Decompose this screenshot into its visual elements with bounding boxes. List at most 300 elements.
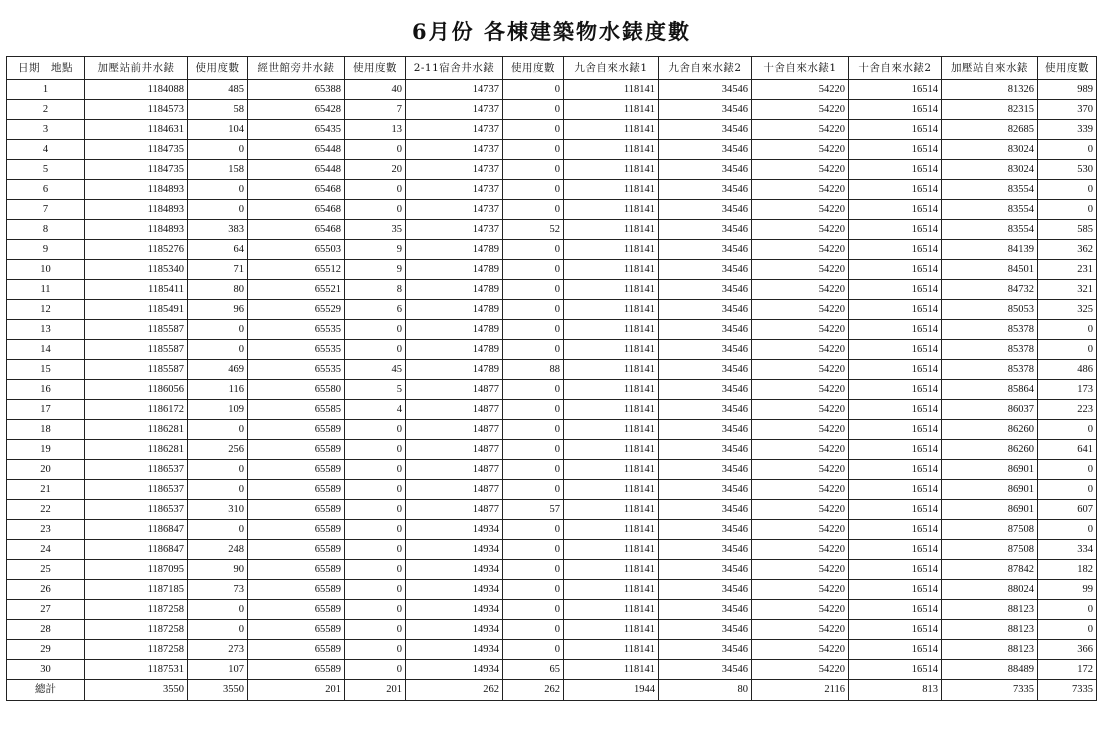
value-cell: 16514 xyxy=(849,440,942,460)
value-cell: 1184893 xyxy=(85,180,188,200)
value-cell: 0 xyxy=(503,580,564,600)
value-cell: 34546 xyxy=(659,120,752,140)
value-cell: 13 xyxy=(345,120,406,140)
value-cell: 118141 xyxy=(564,600,659,620)
value-cell: 16514 xyxy=(849,240,942,260)
table-row xyxy=(7,320,1097,340)
value-cell: 0 xyxy=(345,600,406,620)
value-cell: 0 xyxy=(503,140,564,160)
value-cell: 0 xyxy=(503,80,564,100)
value-cell: 641 xyxy=(1038,440,1097,460)
date-cell: 21 xyxy=(7,480,85,500)
value-cell: 107 xyxy=(188,660,248,680)
value-cell: 0 xyxy=(188,600,248,620)
date-cell: 10 xyxy=(7,260,85,280)
total-cell: 7335 xyxy=(1038,680,1097,701)
value-cell: 1184573 xyxy=(85,100,188,120)
value-cell: 86260 xyxy=(942,440,1038,460)
value-cell: 321 xyxy=(1038,280,1097,300)
value-cell: 0 xyxy=(1038,320,1097,340)
value-cell: 54220 xyxy=(752,440,849,460)
value-cell: 0 xyxy=(503,120,564,140)
value-cell: 1185276 xyxy=(85,240,188,260)
value-cell: 118141 xyxy=(564,520,659,540)
value-cell: 90 xyxy=(188,560,248,580)
value-cell: 65589 xyxy=(248,440,345,460)
table-row xyxy=(7,500,1097,520)
value-cell: 14789 xyxy=(406,360,503,380)
value-cell: 54220 xyxy=(752,280,849,300)
value-cell: 65585 xyxy=(248,400,345,420)
value-cell: 0 xyxy=(345,520,406,540)
value-cell: 34546 xyxy=(659,480,752,500)
value-cell: 54220 xyxy=(752,640,849,660)
value-cell: 65512 xyxy=(248,260,345,280)
table-row xyxy=(7,160,1097,180)
total-cell: 262 xyxy=(406,680,503,701)
value-cell: 118141 xyxy=(564,640,659,660)
value-cell: 65521 xyxy=(248,280,345,300)
value-cell: 14877 xyxy=(406,400,503,420)
value-cell: 16514 xyxy=(849,500,942,520)
value-cell: 0 xyxy=(503,280,564,300)
value-cell: 34546 xyxy=(659,140,752,160)
value-cell: 65468 xyxy=(248,180,345,200)
value-cell: 52 xyxy=(503,220,564,240)
value-cell: 84139 xyxy=(942,240,1038,260)
value-cell: 0 xyxy=(188,520,248,540)
value-cell: 0 xyxy=(503,100,564,120)
table-row xyxy=(7,120,1097,140)
value-cell: 14737 xyxy=(406,140,503,160)
value-cell: 0 xyxy=(1038,620,1097,640)
date-cell: 14 xyxy=(7,340,85,360)
value-cell: 118141 xyxy=(564,120,659,140)
date-cell: 28 xyxy=(7,620,85,640)
value-cell: 34546 xyxy=(659,340,752,360)
column-header: 經世館旁井水錶 xyxy=(248,57,345,80)
value-cell: 1186537 xyxy=(85,460,188,480)
value-cell: 65529 xyxy=(248,300,345,320)
value-cell: 54220 xyxy=(752,220,849,240)
value-cell: 0 xyxy=(1038,480,1097,500)
value-cell: 54220 xyxy=(752,100,849,120)
value-cell: 1185587 xyxy=(85,360,188,380)
value-cell: 88024 xyxy=(942,580,1038,600)
value-cell: 0 xyxy=(345,420,406,440)
value-cell: 14934 xyxy=(406,540,503,560)
value-cell: 14737 xyxy=(406,100,503,120)
value-cell: 16514 xyxy=(849,460,942,480)
value-cell: 54220 xyxy=(752,480,849,500)
value-cell: 83554 xyxy=(942,180,1038,200)
date-cell: 13 xyxy=(7,320,85,340)
value-cell: 989 xyxy=(1038,80,1097,100)
value-cell: 1184088 xyxy=(85,80,188,100)
value-cell: 366 xyxy=(1038,640,1097,660)
value-cell: 14789 xyxy=(406,320,503,340)
value-cell: 273 xyxy=(188,640,248,660)
value-cell: 118141 xyxy=(564,340,659,360)
value-cell: 0 xyxy=(188,460,248,480)
value-cell: 1184893 xyxy=(85,220,188,240)
value-cell: 0 xyxy=(503,160,564,180)
value-cell: 0 xyxy=(503,320,564,340)
value-cell: 7 xyxy=(345,100,406,120)
table-row xyxy=(7,480,1097,500)
value-cell: 34546 xyxy=(659,160,752,180)
value-cell: 0 xyxy=(503,200,564,220)
value-cell: 34546 xyxy=(659,500,752,520)
value-cell: 0 xyxy=(503,260,564,280)
value-cell: 14789 xyxy=(406,280,503,300)
value-cell: 0 xyxy=(188,320,248,340)
value-cell: 34546 xyxy=(659,580,752,600)
value-cell: 370 xyxy=(1038,100,1097,120)
value-cell: 0 xyxy=(1038,520,1097,540)
value-cell: 8 xyxy=(345,280,406,300)
value-cell: 14789 xyxy=(406,240,503,260)
value-cell: 109 xyxy=(188,400,248,420)
value-cell: 585 xyxy=(1038,220,1097,240)
value-cell: 172 xyxy=(1038,660,1097,680)
value-cell: 339 xyxy=(1038,120,1097,140)
value-cell: 40 xyxy=(345,80,406,100)
value-cell: 0 xyxy=(503,640,564,660)
value-cell: 65589 xyxy=(248,540,345,560)
value-cell: 118141 xyxy=(564,580,659,600)
water-meter-table xyxy=(6,56,1097,701)
value-cell: 54220 xyxy=(752,140,849,160)
value-cell: 104 xyxy=(188,120,248,140)
column-header: 日期 地點 xyxy=(7,57,85,80)
value-cell: 118141 xyxy=(564,240,659,260)
value-cell: 65535 xyxy=(248,360,345,380)
total-cell: 80 xyxy=(659,680,752,701)
value-cell: 0 xyxy=(503,440,564,460)
value-cell: 34546 xyxy=(659,620,752,640)
table-row xyxy=(7,580,1097,600)
total-cell: 7335 xyxy=(942,680,1038,701)
value-cell: 45 xyxy=(345,360,406,380)
total-row xyxy=(7,680,1097,701)
value-cell: 0 xyxy=(345,620,406,640)
table-row xyxy=(7,400,1097,420)
value-cell: 34546 xyxy=(659,80,752,100)
value-cell: 0 xyxy=(503,620,564,640)
value-cell: 118141 xyxy=(564,80,659,100)
table-row xyxy=(7,660,1097,680)
value-cell: 1187531 xyxy=(85,660,188,680)
value-cell: 65589 xyxy=(248,420,345,440)
value-cell: 73 xyxy=(188,580,248,600)
value-cell: 118141 xyxy=(564,660,659,680)
value-cell: 34546 xyxy=(659,200,752,220)
value-cell: 65503 xyxy=(248,240,345,260)
value-cell: 0 xyxy=(503,560,564,580)
table-row xyxy=(7,280,1097,300)
value-cell: 362 xyxy=(1038,240,1097,260)
value-cell: 65589 xyxy=(248,500,345,520)
date-cell: 30 xyxy=(7,660,85,680)
value-cell: 0 xyxy=(345,140,406,160)
value-cell: 54220 xyxy=(752,660,849,680)
value-cell: 88123 xyxy=(942,600,1038,620)
value-cell: 85378 xyxy=(942,360,1038,380)
value-cell: 80 xyxy=(188,280,248,300)
value-cell: 0 xyxy=(345,540,406,560)
value-cell: 54220 xyxy=(752,400,849,420)
value-cell: 0 xyxy=(503,520,564,540)
value-cell: 54220 xyxy=(752,600,849,620)
value-cell: 71 xyxy=(188,260,248,280)
total-cell: 2116 xyxy=(752,680,849,701)
value-cell: 34546 xyxy=(659,660,752,680)
value-cell: 54220 xyxy=(752,160,849,180)
value-cell: 87508 xyxy=(942,540,1038,560)
value-cell: 34546 xyxy=(659,320,752,340)
value-cell: 0 xyxy=(188,340,248,360)
value-cell: 0 xyxy=(503,300,564,320)
value-cell: 54220 xyxy=(752,560,849,580)
value-cell: 1186847 xyxy=(85,540,188,560)
value-cell: 486 xyxy=(1038,360,1097,380)
table-row xyxy=(7,140,1097,160)
date-cell: 17 xyxy=(7,400,85,420)
total-cell: 201 xyxy=(248,680,345,701)
value-cell: 0 xyxy=(503,340,564,360)
value-cell: 87508 xyxy=(942,520,1038,540)
value-cell: 173 xyxy=(1038,380,1097,400)
value-cell: 83554 xyxy=(942,200,1038,220)
value-cell: 87842 xyxy=(942,560,1038,580)
value-cell: 14877 xyxy=(406,380,503,400)
value-cell: 118141 xyxy=(564,140,659,160)
value-cell: 118141 xyxy=(564,480,659,500)
column-header: 加壓站前井水錶 xyxy=(85,57,188,80)
date-cell: 16 xyxy=(7,380,85,400)
value-cell: 65589 xyxy=(248,480,345,500)
value-cell: 65435 xyxy=(248,120,345,140)
value-cell: 16514 xyxy=(849,180,942,200)
value-cell: 383 xyxy=(188,220,248,240)
value-cell: 54220 xyxy=(752,380,849,400)
date-cell: 26 xyxy=(7,580,85,600)
value-cell: 14789 xyxy=(406,260,503,280)
total-label: 總計 xyxy=(7,680,85,701)
value-cell: 118141 xyxy=(564,460,659,480)
value-cell: 1186537 xyxy=(85,480,188,500)
date-cell: 27 xyxy=(7,600,85,620)
value-cell: 54220 xyxy=(752,300,849,320)
date-cell: 18 xyxy=(7,420,85,440)
value-cell: 14934 xyxy=(406,600,503,620)
value-cell: 16514 xyxy=(849,220,942,240)
column-header: 加壓站自來水錶 xyxy=(942,57,1038,80)
table-row xyxy=(7,340,1097,360)
total-cell: 3550 xyxy=(188,680,248,701)
value-cell: 14877 xyxy=(406,440,503,460)
table-row xyxy=(7,200,1097,220)
value-cell: 0 xyxy=(1038,600,1097,620)
value-cell: 1186056 xyxy=(85,380,188,400)
value-cell: 1185587 xyxy=(85,320,188,340)
value-cell: 485 xyxy=(188,80,248,100)
value-cell: 82685 xyxy=(942,120,1038,140)
value-cell: 0 xyxy=(188,620,248,640)
value-cell: 0 xyxy=(503,460,564,480)
value-cell: 0 xyxy=(345,640,406,660)
value-cell: 158 xyxy=(188,160,248,180)
value-cell: 0 xyxy=(503,540,564,560)
value-cell: 1185411 xyxy=(85,280,188,300)
table-row xyxy=(7,240,1097,260)
value-cell: 14737 xyxy=(406,80,503,100)
value-cell: 118141 xyxy=(564,160,659,180)
value-cell: 54220 xyxy=(752,500,849,520)
value-cell: 1186172 xyxy=(85,400,188,420)
value-cell: 65589 xyxy=(248,640,345,660)
value-cell: 118141 xyxy=(564,320,659,340)
date-cell: 29 xyxy=(7,640,85,660)
value-cell: 1184735 xyxy=(85,140,188,160)
column-header: 使用度數 xyxy=(1038,57,1097,80)
value-cell: 14877 xyxy=(406,480,503,500)
value-cell: 65589 xyxy=(248,660,345,680)
value-cell: 0 xyxy=(188,200,248,220)
value-cell: 85864 xyxy=(942,380,1038,400)
column-header: 十舍自來水錶2 xyxy=(849,57,942,80)
value-cell: 1184631 xyxy=(85,120,188,140)
value-cell: 1185491 xyxy=(85,300,188,320)
value-cell: 0 xyxy=(1038,340,1097,360)
value-cell: 5 xyxy=(345,380,406,400)
value-cell: 16514 xyxy=(849,80,942,100)
value-cell: 34546 xyxy=(659,600,752,620)
value-cell: 16514 xyxy=(849,560,942,580)
table-row xyxy=(7,440,1097,460)
value-cell: 16514 xyxy=(849,160,942,180)
value-cell: 0 xyxy=(1038,460,1097,480)
page-title: 6月份 各棟建築物水錶度數 xyxy=(412,19,691,44)
value-cell: 248 xyxy=(188,540,248,560)
date-cell: 12 xyxy=(7,300,85,320)
value-cell: 310 xyxy=(188,500,248,520)
date-cell: 7 xyxy=(7,200,85,220)
date-cell: 19 xyxy=(7,440,85,460)
value-cell: 65589 xyxy=(248,560,345,580)
value-cell: 14934 xyxy=(406,660,503,680)
date-cell: 11 xyxy=(7,280,85,300)
table-row xyxy=(7,360,1097,380)
value-cell: 54220 xyxy=(752,340,849,360)
value-cell: 34546 xyxy=(659,260,752,280)
table-row xyxy=(7,220,1097,240)
value-cell: 0 xyxy=(345,660,406,680)
value-cell: 85378 xyxy=(942,340,1038,360)
value-cell: 54220 xyxy=(752,200,849,220)
value-cell: 58 xyxy=(188,100,248,120)
value-cell: 0 xyxy=(503,420,564,440)
value-cell: 9 xyxy=(345,260,406,280)
total-cell: 813 xyxy=(849,680,942,701)
value-cell: 14737 xyxy=(406,180,503,200)
value-cell: 65 xyxy=(503,660,564,680)
date-cell: 2 xyxy=(7,100,85,120)
table-row xyxy=(7,560,1097,580)
value-cell: 0 xyxy=(503,480,564,500)
value-cell: 86901 xyxy=(942,460,1038,480)
value-cell: 118141 xyxy=(564,440,659,460)
value-cell: 34546 xyxy=(659,460,752,480)
value-cell: 34546 xyxy=(659,220,752,240)
table-row xyxy=(7,180,1097,200)
value-cell: 84732 xyxy=(942,280,1038,300)
value-cell: 231 xyxy=(1038,260,1097,280)
value-cell: 65535 xyxy=(248,320,345,340)
value-cell: 65589 xyxy=(248,460,345,480)
value-cell: 54220 xyxy=(752,620,849,640)
value-cell: 325 xyxy=(1038,300,1097,320)
value-cell: 16514 xyxy=(849,640,942,660)
date-cell: 25 xyxy=(7,560,85,580)
column-header: 使用度數 xyxy=(188,57,248,80)
value-cell: 0 xyxy=(503,400,564,420)
value-cell: 16514 xyxy=(849,380,942,400)
value-cell: 34546 xyxy=(659,540,752,560)
value-cell: 1187258 xyxy=(85,640,188,660)
value-cell: 182 xyxy=(1038,560,1097,580)
value-cell: 54220 xyxy=(752,320,849,340)
date-cell: 24 xyxy=(7,540,85,560)
value-cell: 16514 xyxy=(849,260,942,280)
value-cell: 54220 xyxy=(752,240,849,260)
value-cell: 83024 xyxy=(942,160,1038,180)
value-cell: 16514 xyxy=(849,140,942,160)
value-cell: 14934 xyxy=(406,580,503,600)
value-cell: 34546 xyxy=(659,400,752,420)
value-cell: 20 xyxy=(345,160,406,180)
value-cell: 81326 xyxy=(942,80,1038,100)
value-cell: 54220 xyxy=(752,520,849,540)
value-cell: 0 xyxy=(188,480,248,500)
date-cell: 5 xyxy=(7,160,85,180)
value-cell: 16514 xyxy=(849,360,942,380)
value-cell: 65388 xyxy=(248,80,345,100)
value-cell: 16514 xyxy=(849,280,942,300)
value-cell: 118141 xyxy=(564,180,659,200)
value-cell: 16514 xyxy=(849,320,942,340)
value-cell: 118141 xyxy=(564,560,659,580)
value-cell: 83024 xyxy=(942,140,1038,160)
date-cell: 22 xyxy=(7,500,85,520)
value-cell: 34546 xyxy=(659,280,752,300)
value-cell: 1184893 xyxy=(85,200,188,220)
header-row xyxy=(7,57,1097,80)
value-cell: 4 xyxy=(345,400,406,420)
value-cell: 64 xyxy=(188,240,248,260)
value-cell: 0 xyxy=(188,180,248,200)
value-cell: 1187258 xyxy=(85,620,188,640)
date-cell: 4 xyxy=(7,140,85,160)
value-cell: 334 xyxy=(1038,540,1097,560)
table-row xyxy=(7,460,1097,480)
value-cell: 54220 xyxy=(752,80,849,100)
table-row xyxy=(7,380,1097,400)
date-cell: 1 xyxy=(7,80,85,100)
date-cell: 6 xyxy=(7,180,85,200)
value-cell: 118141 xyxy=(564,220,659,240)
